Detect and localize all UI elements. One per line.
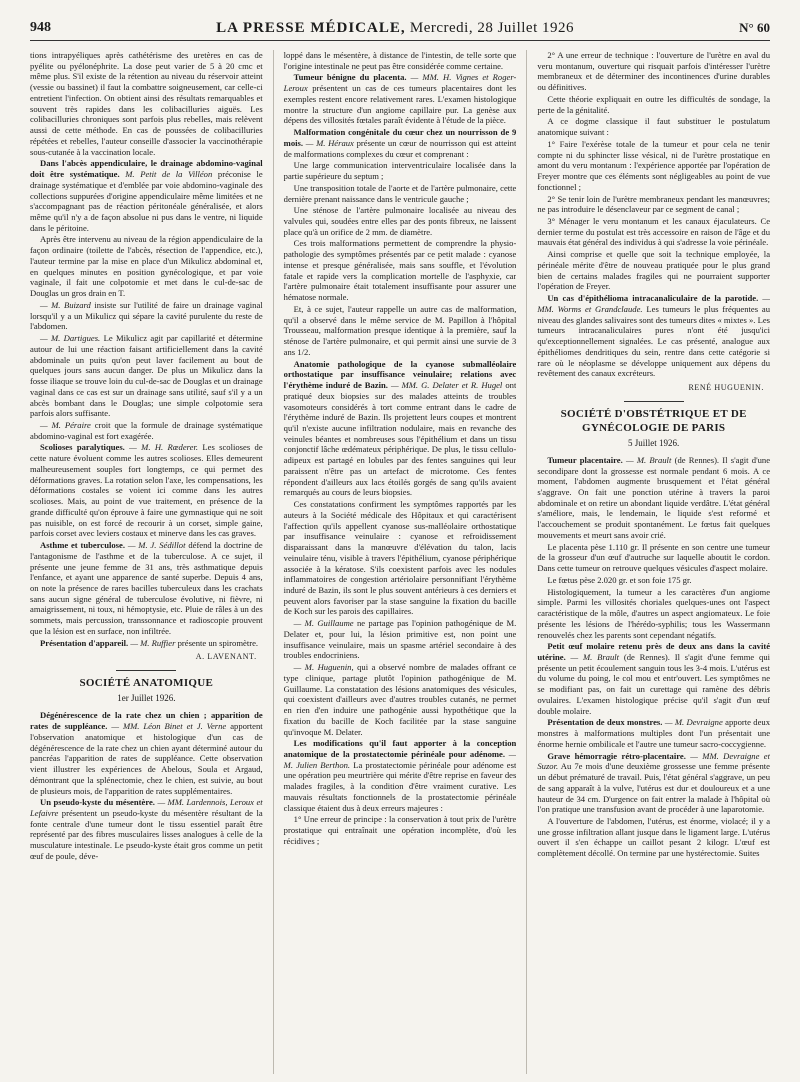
paragraph-text: apportent l'observation anatomique et histologique d'un cas de dégénérescence de la rate chez un chien ayant déterminé autour du pancréas l'apparition de rates de suppléance. Cette observation vient illustrer les expériences de Abelous, Soula et Argaud, démontrant que la splénectomie, chez le chien, est suivie, au bout de plusieurs mois, de l'apparition de rates supplémentaires. [30,721,263,796]
author-name: — M. Huguenin, [293,662,354,673]
paragraph-text: Le placenta pèse 1.110 gr. Il présente en son centre une tumeur de la grosseur d'un œuf d'autruche sur laquelle aboutit le cordon. Dans cette tumeur on retrouve quelques vésicules d'aspect molaire. [537,541,771,574]
paragraph-text: présente un cœur de nourrisson qui est atteint de malformations complexes du cœur et comprenant : [283,137,517,159]
journal-name: LA PRESSE MÉDICALE, [216,19,406,36]
section-rule [116,670,176,671]
author-name: — M. Julien Berthon. [283,749,517,770]
article-title: Tumeur placentaire. [547,454,623,465]
article-title: Un pseudo-kyste du mésentère. [40,797,155,808]
issue-date: Mercredi, 28 Juillet 1926 [409,19,574,36]
signature: RENÉ HUGUENIN. [688,383,765,393]
paragraph-text: (de Rennes). Il s'agit d'une secondipare dont la grossesse est normale pendant 6 mois. A ce moment, l'abdomen augmente brusquement et l'état général s'aggrave. On fait une ponction utérine à travers la paroi abdominale et on retire un abondant liquide verdâtre. L'état général s'améliore, mais, le lendemain, le liquide s'est reformé et l'accouchement se produit spontanément. Le fœtus fait quelques mouvements et meurt sans avoir crié. [537,454,771,540]
paragraph-text: Le fœtus pèse 2.020 gr. et son foie 175 gr. [547,574,692,585]
article-paragraph [30,540,263,637]
author-name: — M. H. Rœderer. [129,442,199,453]
article-title: Tumeur bénigne du placenta. [293,72,407,83]
paragraph [537,50,770,93]
paragraph [537,587,770,641]
paragraph-text: Ces constatations confirment les symptômes rapportés par les auteurs à la Société médicale des Hôpitaux et qui caractérisent l'affection qu'ils appellent cyanose sus-malléolaire orthostatique par insuffisance veinulaire : cyanose et refroidissement disparaissant dans la manœuvre d'élévation du talon, lacis veinulaire ténu, visible à travers l'épithélium, cyanose périphérique associée à la kératose. S'ils coexistent parfois avec les nodules inflammatoires de congestion artériolaire personnifiant l'érythème induré de Bazin, ils sont le plus souvent antérieurs à ces derniers et peuvent alors favoriser par la stase sanguine la fixation du bacille de Koch sur les parois des capillaires. [283,499,517,617]
paragraph-text: ont pratiqué deux biopsies sur des malades atteints de troubles vasomoteurs considérés à tort comme entrant dans le cadre de l'érythème induré de Bazin. Ils projettent leurs coupes et montrent qu'il n'existe aucune infiltration nodulaire, mais en revanche des veinules béantes et nombreuses sous l'épithélium et dans un tissu conjonctif lâche œdémateux périphérique. De plus, le tissu cellulo-adipeux est partagé en lobules par des fentes sanguines qui leur paraissent n'être pas un artefact de microtome. Ces fentes répondent d'ailleurs aux lacs étoilés gorgés de sang qu'ils avaient remarqués au cours de leurs biopsies. [283,380,517,498]
author-name: M. Petit de la Villéon [125,169,213,180]
article-title: Dégénérescence de la rate chez un chien ; apparition de rates de suppléance. [30,710,263,732]
paragraph-text: Cette théorie expliquait en outre les difficultés de sondage, la perte de la génitalité. [537,93,771,115]
author-name: — MM. H. Vignes et Roger-Leroux [283,72,517,94]
article-title: Présentation d'appareil. [40,637,129,648]
paragraph [30,50,263,157]
signature: A. LAVENANT. [195,652,257,662]
author-name: — M. Péraire [40,419,91,430]
section-date: 1er Juillet 1926. [117,693,176,704]
paragraph [30,420,263,441]
issue-number: N° 60 [739,20,770,35]
article-title: Scolioses paralytiques. [40,442,125,453]
paragraph [284,183,517,204]
paragraph [537,116,770,137]
author-name: — M. Héraux [305,137,354,148]
paragraph-text: Histologiquement, la tumeur a les caractères d'un angiome simple. Parmi les villosités choriales quelques-unes ont l'aspect caractéristique de la môle, d'autres un aspect angiomateux. Le foie présente les lésions de l'hérédo-syphilis; tous les Wassermann renouvelés chez les parents sont cependant négatifs. [537,586,771,640]
paragraph-text: 1° Faire l'exérèse totale de la tumeur et pour cela ne tenir compte ni du sphincter lisse vésical, ni de l'urètre prostatique en amont du veru montanum : l'expérience apportée par l'opération de Freyer montre que ces éléments sont négligeables au point de vue fonctionnel ; [537,138,771,192]
article-title: Un cas d'épithélioma intracanaliculaire de la parotide. [547,293,759,304]
paragraph-text: défend la doctrine de l'antagonisme de l'asthme et de la tuberculose. A ce sujet, il présente une jeune femme de 31 ans, très asthmatique depuis l'enfance, et ayant une apparence de santé superbe. Depuis 4 ans, on note la présence de rares bacilles tuberculeux dans les crachats sans aucun signe général de tuberculose évolutive, ni fièvre, ni amaigrissement, ni toux, ni hémoptysie, etc. Pluie de râles à un des sommets, mais percussion, transsonnance et radioscopie prouvent que la lésion est en surface, non infiltrée. [30,540,263,636]
paragraph [537,94,770,115]
paragraph [284,662,517,737]
article-paragraph [284,72,517,126]
author-name: — M. Guillaume [293,618,354,629]
article-title: Anatomie pathologique de la cyanose submalléolaire orthostatique par insuffisance veinulaire; relations avec l'érythème induré de Bazin. [283,358,517,391]
paragraph-text: 1° Une erreur de principe : la conservation à tout prix de l'urètre prostatique qui entraînait une opération incomplète, d'où les récidives ; [283,814,517,846]
article-paragraph [537,455,770,541]
article-title: Petit œuf molaire retenu près de deux ans dans la cavité utérine. [537,641,771,662]
page-header [30,16,770,41]
article-title: Malformation congénitale du cœur chez un nourrisson de 9 mois. [283,127,517,148]
paragraph-text: présentent un cas de ces tumeurs placentaires dont les exemples restent encore relativement rares. L'examen histologique montre la structure d'un angiome capillaire pur. La genèse aux dépens des villosités fœtales paraît évidente à l'étude de la pièce. [283,83,517,126]
author-name: — M. Dartigues. [40,333,101,344]
author-name: — M. Brault [570,652,620,662]
author-name: — MM. Worms et Grandclaude. [537,293,771,314]
paragraph-text: Ainsi comprise et quelle que soit la technique employée, la périnéale mérite d'être de nouveau pratiquée pour le plus grand bien de certains malades fragiles qui ne pourraient supporter l'opération de Freyer. [537,249,771,292]
paragraph [30,234,263,298]
journal-title [216,20,574,37]
paragraph-text: A l'ouverture de l'abdomen, l'utérus, est énorme, violacé; il y a une grosse infiltration allant jusque dans le ligament large. L'utérus ouvert il s'en échappe un caillot pesant 2 kilogr. L'œuf est complètement décollé. On termine par une hystérectomie. Suites [537,816,771,859]
paragraph-text: 2° A une erreur de technique : l'ouverture de l'urètre en aval du veru montanum, ouverture qui risquait parfois d'intéresser l'urètre membraneux et de déterminer des incontinences d'urine durables ou définitives. [537,50,771,93]
section-heading [30,670,263,691]
paragraph [284,618,517,661]
author-name: — M. Buizard [40,299,91,310]
paragraph-text: apporte deux monstres à malformations multiples dont l'un présentait une énorme hernie ombilicale et l'autre une tumeur sacro-coccygienne. [537,717,771,749]
paragraph-text: 3° Ménager le veru montanum et les canaux éjaculateurs. Ce dernier terme du postulat est très accessoire en raison de l'âge et du mauvais état général des individus à qui s'adresse la voie périnéale. [537,216,771,248]
article-paragraph [30,638,263,649]
article-paragraph [284,359,517,499]
article-paragraph [30,710,263,796]
paragraph [284,50,517,71]
paragraph-text: Une sténose de l'artère pulmonaire localisée au niveau des valvules qui, soudées entre elles par des ponts fibreux, ne laissent place qu'à un orifice de 2 mm. de diamètre. [283,205,517,237]
paragraph-text: Une large communication interventriculaire localisée dans la partie supérieure du septum ; [283,160,517,182]
section-date: 5 Juillet 1926. [628,437,680,448]
article-title: Asthme et tuberculose. [40,540,125,551]
section-heading [537,401,770,436]
paragraph-text: croit que la formule de drainage systématique abdomino-vaginal est fort exagérée. [30,419,263,441]
paragraph-text: Le Mikulicz agit par capillarité et détermine autour de lui une réaction faisant artificiellement dans la cavité abdominale un puits qu'on peut laver facilement au bout de quelques jours sans aucun danger. De plus un Mikulicz dans la fosse iliaque se trouve loin du cul-de-sac de Douglas et un drainage vaginal dans ce cas est sur un drainage sans utilité, sauf s'il y a un abcès bombant dans le Douglas; une simple colpotomie sera parfois alors suffisante. [30,333,263,419]
section-title: SOCIÉTÉ D'OBSTÉTRIQUE ET DE GYNÉCOLOGIE DE PARIS [560,408,747,434]
author-name: — MM. Léon Binet et J. Verne [111,721,227,732]
section-title: SOCIÉTÉ ANATOMIQUE [79,677,214,690]
paragraph-text: présente un spiromètre. [177,637,259,648]
paragraph-text: préconise le drainage systématique et d'emblée par voie abdomino-vaginale des collections suppurées d'origine appendiculaire même limitées et ne s'accompagnant pas de réaction péritonéale généralisée, et alors même qu'il n'y a de façon absolue ni pus dans le ventre, ni liquide dans le péritoine. [30,169,263,233]
paragraph [537,194,770,215]
paragraph-text: (de Rennes). Il s'agit d'une femme qui présente un petit écoulement sanguin tous les 3-4 mois. L'utérus est du volume du poing, le col mou et entr'ouvert. Les symptômes ne se modifiant pas, on fait un curettage qui ramène des débris ovulaires. L'examen histologique précise qu'il s'agit d'un œuf double molaire. [537,652,771,716]
paragraph [537,816,770,859]
paragraph [30,300,263,332]
paragraph-text: Les scolioses de cette nature évoluent comme les autres scolioses. Elles demeurent malheureusement souples fort longtemps, ce qui permet des déformations graves. La rotation selon l'axe, les compensations, les déformations costales se voient ici comme dans les autres scolioses. Mais, au point de vue traitement, en présence de la grande difficulté qu'on éprouve à faire une gymnastique qui ne soit pas nuisible, on est forcé de recourir à un corset, simple gaine, parfois corset avec leviers costaux et minerve dans les cas graves. [30,442,263,539]
paragraph-text: tions intrapyéliques après cathétérisme des uretères en cas de pyélite ou pyélonéphrite. La dose peut varier de 5 à 20 cmc et même plus. S'il existe de la rétention au niveau du réservoir atteint (vessie ou bassinet) il faut la combattre soigneusement, car celle-ci entretient l'infection. On obtient ainsi des résultats remarquables et souvent très rapides dans les colibacilluries aiguës. Les colibacilluries chroniques sont parfois plus rebelles, mais relèvent aussi de cette méthode. En cas de poussées de colibacilluries répétées et rebelles, l'auteur conseille d'associer la vaccinothérapie sous-cutanée à la vaccination locale. [30,50,263,157]
paragraph-text: Au 7e mois d'une deuxième grossesse une femme présente un début prématuré de travail. Puis, l'état général s'aggrave, un peu de sang apparaît à la vulve, l'utérus est dur et douloureux et a une hauteur de 34 cm. D'urgence on fait entrer la malade à l'hôpital où l'on pratique une transfusion avant de procéder à une laparotomie. [537,761,771,815]
article-title: Dans l'abcès appendiculaire, le drainage abdomino-vaginal doit être systématique. [30,158,263,180]
paragraph [537,575,770,586]
section-rule [624,401,684,402]
article-paragraph [30,442,263,539]
column-1 [30,50,263,1074]
article-paragraph [30,797,263,861]
author-name: — M. Devraigne [664,717,723,728]
author-name: — MM. Lardennois, Leroux et Lefaivre [30,797,263,818]
paragraph-text: La prostatectomie périnéale pour adénome est une opération peu meurtrière qui mérite d'être reprise en faveur des malades fragiles, à la condition d'être vraiment curative. Les mauvais résultats fonctionnels de la prostatectomie périnéale classique étaient dus à deux erreurs majeures : [283,759,517,813]
article-paragraph [537,293,770,379]
article-paragraph [30,158,263,233]
article-title: Présentation de deux monstres. [547,717,663,728]
paragraph [537,216,770,248]
author-name: — M. J. Sédillot [127,540,186,551]
paragraph [284,814,517,846]
paragraph-text: Après être intervenu au niveau de la région appendiculaire de la façon ordinaire (toilette de l'abcès, résection de l'appendice, etc.), l'auteur termine par la mise en place d'un Mikulicz abdominal et, en quelques minutes en position gynécologique, et par voie vaginale, il fait une colpotomie et met dans le cul-de-sac de Douglas un gros drain en T. [30,234,263,299]
paragraph-text: ne partage pas l'opinion pathogénique de M. Delater et, pour lui, la lésion primitive est, non point une insuffisance veinulaire, mais un spasme artériel secondaire à des troubles endocriniens. [283,618,517,661]
paragraph-text: qui a observé nombre de malades offrant ce type clinique, partage plutôt l'opinion pathogénique de M. Guillaume. La constatation des lésions anatomiques des vésicules, qui coexistent d'ailleurs avec d'autres troubles cutanés, ne permet en rien d'en induire une pathogénie aussi hypothétique que la fixation du bacille de Koch facilitée par la stase sanguine qu'invoque M. Delater. [283,662,517,737]
paragraph [284,238,517,302]
article-title: Les modifications qu'il faut apporter à la conception anatomique de la prostatectomie périnéale pour adénome. [283,738,517,759]
paragraph-text: présentent un pseudo-kyste du mésentère résultant de la fonte centrale d'une tumeur dont le tissu essentiel paraît être représenté par des fibres musculaires lisses analogues à celle de la musculature intestinale. Le pseudo-kyste était gros comme un petit œuf de poule, déve- [30,808,263,861]
article-paragraph [537,641,770,716]
paragraph [284,205,517,237]
article-paragraph [284,738,517,813]
paragraph [284,499,517,617]
paragraph [284,160,517,181]
author-name: — M. Brault [625,454,672,465]
paragraph [537,249,770,292]
paragraph-text: A ce dogme classique il faut substituer le postulatum anatomique suivant : [537,116,771,138]
article-paragraph [537,751,770,815]
article-paragraph [284,127,517,159]
page-number: 948 [30,20,51,35]
article-paragraph [537,717,770,749]
author-name: — MM. Devraigne et Suzor. [537,750,771,772]
paragraph-text: Et, à ce sujet, l'auteur rappelle un autre cas de malformation, qu'il a observé dans le même service de M. Papillon à l'hôpital Trousseau, malformation presque identique à la première, sauf la sténose de l'artère pulmonaire, et qui permit ainsi une survie de 3 ans 1/2. [283,303,517,357]
paragraph [30,333,263,419]
paragraph-text: loppé dans le mésentère, à distance de l'intestin, de telle sorte que l'origine intestinale ne peut pas être considérée comme certaine. [283,50,517,71]
column-3 [526,50,770,1074]
column-2 [273,50,517,1074]
paragraph-text: Ces trois malformations permettent de comprendre la physio-pathologie des symptômes présentés par ce petit malade : cyanose intense et presque généralisée, mais sans souffle, et l'évolution fatale et rapide vers la complication mortelle de l'asphyxie, car l'artère pulmonaire était totalement insuffisante pour assurer une hématose normale. [283,238,517,303]
author-name: — MM. G. Delater et R. Hugel [390,380,503,391]
paragraph-text: Les tumeurs le plus fréquentes au niveau des glandes salivaires sont des tumeurs dites « mixtes ». Les tumeurs intracanaliculaires pures n'ont été jusqu'ici qu'exceptionnellement signalées. Le cas présenté, analogue aux épithéliomes dendritiques du sein, rentre dans cette catégorie si rare où le néoplasme se développe uniquement aux dépens du revêtement des canaux excréteurs. [537,303,771,379]
paragraph-text: insiste sur l'utilité de faire un drainage vaginal lorsqu'il y a un Mikulicz qui sépare la cavité purulente du reste de l'abdomen. [30,299,263,332]
paragraph [284,304,517,358]
text-columns [30,50,770,1074]
paragraph [537,542,770,574]
paragraph-text: Une transposition totale de l'aorte et de l'artère pulmonaire, cette dernière prenant naissance dans le ventricule gauche ; [283,182,517,204]
paragraph [537,139,770,193]
author-name: — M. Ruffier [130,637,176,648]
article-title: Grave hémorragie rétro-placentaire. [547,750,686,761]
paragraph-text: 2° Se tenir loin de l'urètre membraneux pendant les manœuvres; ne pas introduire le désenclaveur par ce segment de canal ; [537,193,771,215]
